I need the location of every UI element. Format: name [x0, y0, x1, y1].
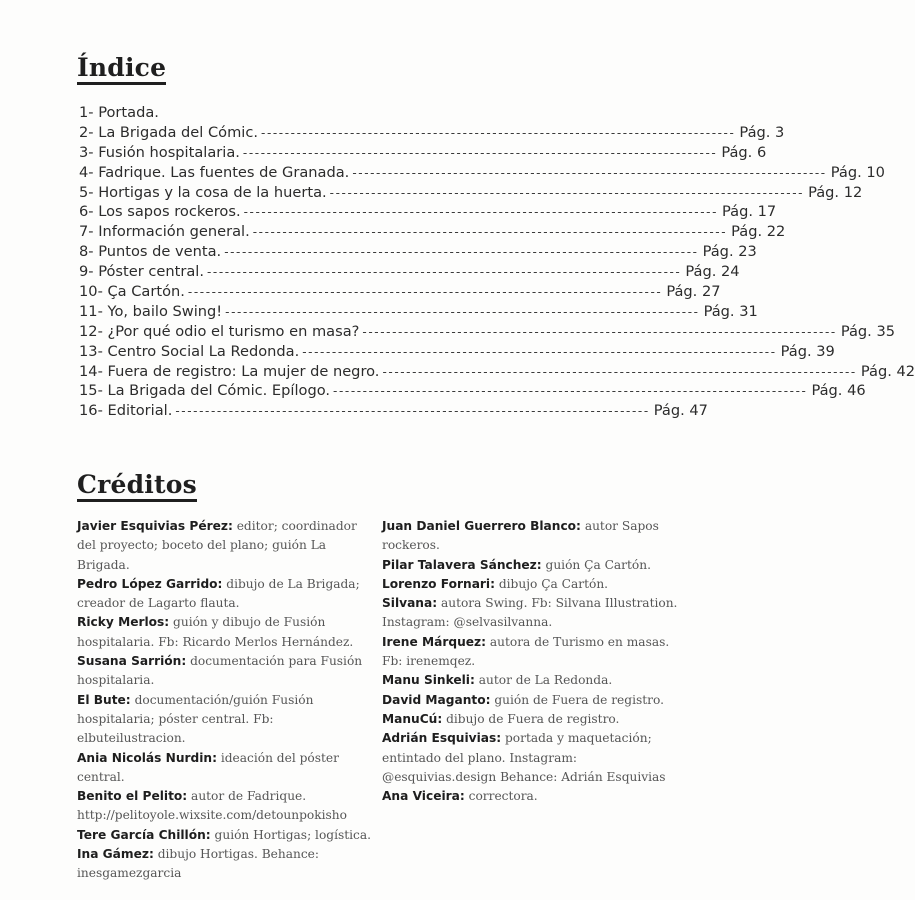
toc-title: Índice [77, 53, 166, 85]
toc-entry-page: Pág. 10 [830, 163, 885, 181]
credit-name: Silvana: [382, 596, 438, 611]
toc-entry [79, 322, 896, 342]
toc-leader-dots: -------------------------------------------------------------------------------- [252, 225, 728, 240]
toc-entry [79, 123, 785, 143]
toc-entry [79, 183, 863, 203]
toc-entry-label: 5- Hortigas y la cosa de la huerta. [79, 183, 327, 201]
toc-entry-page: Pág. 17 [722, 203, 777, 221]
toc-entry [79, 362, 915, 382]
toc-entry-label: 4- Fadrique. Las fuentes de Granada. [79, 163, 350, 181]
credit-name: David Maganto: [382, 692, 491, 707]
toc-leader-dots: -------------------------------------------------------------------------------- [224, 245, 699, 260]
credit-role: autor Sapos rockeros. [382, 519, 659, 553]
credit-role: guión de Fuera de registro. [494, 692, 664, 707]
toc-entry [79, 202, 777, 222]
toc-leader-dots: -------------------------------------------------------------------------------- [225, 304, 700, 319]
credit-role: correctora. [468, 789, 538, 804]
credit-name: Susana Sarrión: [77, 654, 187, 669]
credits-title: Créditos [77, 470, 197, 502]
credit-name: Benito el Pelito: [77, 789, 188, 804]
credit-role: portada y maquetación; entintado del plano. Instagram: @esquivias.design Behance: Adrián Esquivias [382, 731, 666, 784]
toc-entry [79, 242, 757, 262]
toc-entry-label: 6- Los sapos rockeros. [79, 203, 241, 221]
credit-name: Lorenzo Fornari: [382, 576, 495, 591]
credit-entry [382, 594, 682, 633]
toc-entry [79, 143, 767, 163]
credit-entry [77, 575, 377, 614]
credit-entry [382, 633, 682, 672]
credit-entry [382, 729, 682, 787]
toc-entry-label: 11- Yo, bailo Swing! [79, 302, 223, 320]
toc-entry-label: 7- Información general. [79, 223, 250, 241]
toc-entry-label: 1- Portada. [79, 104, 159, 121]
credit-name: Adrián Esquivias: [382, 731, 502, 746]
toc-entry-page: Pág. 35 [840, 322, 896, 340]
toc-entry-label: 16- Editorial. [79, 402, 173, 420]
credit-entry [382, 787, 682, 806]
credit-entry [382, 575, 682, 594]
toc-entry-page: Pág. 47 [653, 402, 708, 420]
toc-entry-label: 9- Póster central. [79, 263, 204, 281]
credit-entry [77, 691, 377, 749]
credits-column-right [382, 517, 682, 806]
toc-leader-dots: -------------------------------------------------------------------------------- [206, 265, 682, 280]
toc-leader-dots: -------------------------------------------------------------------------------- [382, 364, 857, 379]
toc-entry-page: Pág. 23 [702, 243, 757, 261]
credit-entry [382, 671, 682, 690]
credit-name: Irene Márquez: [382, 634, 486, 649]
credit-name: Ricky Merlos: [77, 615, 170, 630]
toc-entry [79, 222, 786, 242]
toc-leader-dots: -------------------------------------------------------------------------------- [333, 384, 808, 399]
credit-name: Juan Daniel Guerrero Blanco: [382, 519, 581, 533]
credit-name: El Bute: [77, 692, 131, 707]
toc-leader-dots: -------------------------------------------------------------------------------- [242, 145, 718, 160]
credit-role: dibujo de La Brigada; creador de Lagarto flauta. [77, 576, 360, 611]
toc-leader-dots: -------------------------------------------------------------------------------- [352, 165, 827, 180]
credit-role: ideación del póster central. [77, 750, 339, 784]
credit-name: Pilar Talavera Sánchez: [382, 557, 542, 572]
toc-entry [79, 103, 599, 123]
credit-name: Manu Sinkeli: [382, 673, 475, 688]
toc-entry-label: 14- Fuera de registro: La mujer de negro. [79, 362, 380, 380]
toc-entry [79, 381, 866, 401]
toc-leader-dots: -------------------------------------------------------------------------------- [302, 344, 777, 359]
credit-name: Ana Viceira: [382, 789, 465, 804]
toc-entry [79, 262, 740, 282]
credit-entry [382, 691, 682, 710]
toc-entry-page: Pág. 46 [811, 382, 866, 400]
toc-entry-page: Pág. 39 [780, 342, 835, 360]
toc-entry-page: Pág. 27 [666, 283, 721, 301]
credit-name: Ania Nicolás Nurdin: [77, 750, 217, 765]
toc-list [79, 103, 915, 421]
credit-role: editor; coordinador del proyecto; boceto del plano; guión La Brigada. [77, 519, 357, 572]
toc-leader-dots: -------------------------------------------------------------------------------- [362, 324, 837, 339]
credit-role: guión y dibujo de Fusión hospitalaria. Fb: Ricardo Merlos Hernández. [77, 615, 354, 649]
credit-role: autor de Fadrique. http://pelitoyole.wixsite.com/detounpokisho [77, 789, 347, 823]
credit-entry [77, 845, 377, 884]
credit-role: guión Hortigas; logística. [214, 827, 371, 842]
credit-entry [77, 749, 377, 788]
credit-role: documentación para Fusión hospitalaria. [77, 654, 363, 688]
credit-name: Pedro López Garrido: [77, 576, 223, 591]
credit-entry [382, 517, 682, 556]
credits-column-left [77, 517, 377, 884]
toc-entry-label: 2- La Brigada del Cómic. [79, 123, 259, 141]
toc-entry [79, 163, 885, 183]
credit-role: autora Swing. Fb: Silvana Illustration. Instagram: @selvasilvanna. [382, 596, 678, 630]
toc-entry [79, 401, 708, 421]
credit-entry [77, 826, 377, 845]
toc-entry [79, 302, 758, 322]
toc-entry-label: 3- Fusión hospitalaria. [79, 143, 240, 161]
credit-role: dibujo Ça Cartón. [498, 576, 609, 591]
toc-leader-dots: -------------------------------------------------------------------------------- [175, 404, 650, 419]
credit-role: dibujo de Fuera de registro. [446, 711, 620, 726]
credit-role: dibujo Hortigas. Behance: inesgamezgarcia [77, 847, 319, 881]
credit-name: Ina Gámez: [77, 847, 154, 862]
credit-role: documentación/guión Fusión hospitalaria; póster central. Fb: elbuteilustracion. [77, 692, 314, 746]
toc-entry-label: 12- ¿Por qué odio el turismo en masa? [79, 322, 360, 340]
credit-entry [77, 517, 377, 575]
credit-entry [77, 787, 377, 826]
credit-entry [382, 710, 682, 729]
toc-entry-label: 8- Puntos de venta. [79, 243, 222, 261]
toc-leader-dots: -------------------------------------------------------------------------------- [329, 185, 805, 200]
toc-entry-label: 15- La Brigada del Cómic. Epílogo. [79, 382, 331, 400]
toc-entry-label: 10- Ça Cartón. [79, 283, 185, 301]
toc-entry-page: Pág. 42 [860, 362, 915, 380]
toc-leader-dots: -------------------------------------------------------------------------------- [243, 205, 719, 220]
credit-entry [382, 556, 682, 575]
credit-name: Javier Esquivias Pérez: [77, 519, 233, 533]
toc-entry [79, 282, 721, 302]
credit-name: Tere García Chillón: [77, 827, 211, 842]
credit-entry [77, 613, 377, 652]
toc-entry-page: Pág. 24 [685, 263, 740, 281]
toc-leader-dots: -------------------------------------------------------------------------------- [187, 285, 663, 300]
credit-entry [77, 652, 377, 691]
credit-role: autor de La Redonda. [478, 673, 613, 688]
toc-entry-page: Pág. 6 [721, 143, 767, 161]
toc-entry-page: Pág. 31 [703, 302, 758, 320]
credit-role: guión Ça Cartón. [545, 557, 651, 572]
toc-entry-page: Pág. 3 [739, 123, 785, 141]
toc-entry-page: Pág. 22 [731, 223, 786, 241]
credit-role: autora de Turismo en masas. Fb: irenemqez. [382, 634, 670, 669]
toc-entry [79, 342, 835, 362]
credit-name: ManuCú: [382, 711, 443, 726]
toc-entry-label: 13- Centro Social La Redonda. [79, 342, 300, 360]
toc-leader-dots: -------------------------------------------------------------------------------- [261, 125, 736, 140]
toc-entry-page: Pág. 12 [808, 183, 863, 201]
